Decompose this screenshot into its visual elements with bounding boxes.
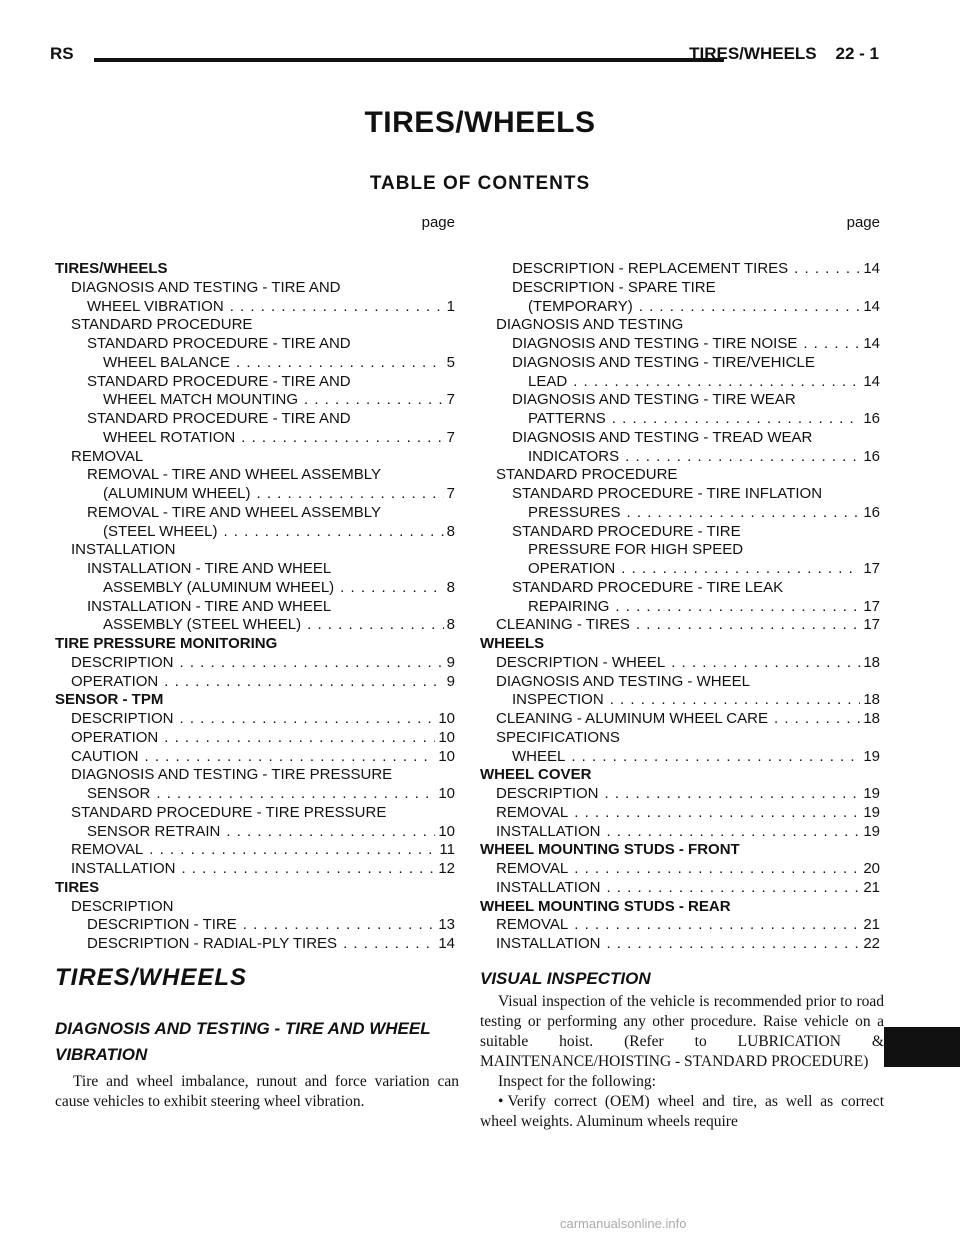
toc-entry-text: INSTALLATION (71, 541, 176, 559)
toc-page-number: 22 (863, 935, 880, 952)
toc-entry[interactable] (480, 616, 880, 635)
toc-page-number: 10 (438, 747, 455, 765)
document-title: TIRES/WHEELS (364, 106, 596, 139)
toc-leader-dots (615, 598, 860, 617)
toc-entry[interactable] (480, 298, 880, 317)
toc-leader-dots (164, 729, 435, 748)
toc-entry-text: DIAGNOSIS AND TESTING - TREAD WEAR (512, 428, 813, 446)
toc-entry-text: DESCRIPTION (496, 785, 599, 802)
toc-entry-text: STANDARD PROCEDURE (71, 316, 253, 334)
toc-entry[interactable] (55, 785, 455, 804)
toc-entry[interactable] (480, 860, 880, 879)
toc-left-list (55, 260, 455, 954)
toc-entry-text: INSTALLATION (496, 935, 601, 952)
toc-entry-text: SENSOR RETRAIN (87, 822, 221, 840)
toc-page-number: 17 (863, 560, 880, 577)
toc-entry[interactable] (55, 298, 455, 317)
toc-entry[interactable] (55, 485, 455, 504)
toc-entry-text: WHEEL MOUNTING STUDS - REAR (480, 897, 731, 915)
toc-leader-dots (605, 785, 861, 804)
toc-page-number: 18 (863, 691, 880, 709)
toc-entry-text: REMOVAL (496, 860, 569, 877)
toc-page-number: 14 (863, 297, 880, 315)
toc-entry[interactable] (480, 429, 880, 448)
toc-entry-text: DIAGNOSIS AND TESTING - TIRE PRESSURE (71, 766, 393, 784)
toc-entry[interactable] (480, 729, 880, 748)
header-rule (94, 58, 724, 62)
toc-entry[interactable] (55, 616, 455, 635)
toc-entry[interactable] (480, 804, 880, 823)
toc-page-number: 14 (863, 335, 880, 352)
toc-entry[interactable] (55, 673, 455, 692)
toc-entry-text: DIAGNOSIS AND TESTING - TIRE WEAR (512, 391, 796, 409)
toc-entry-text: WHEEL ROTATION (103, 428, 236, 446)
toc-entry-text: DESCRIPTION - RADIAL-PLY TIRES (87, 935, 338, 952)
toc-entry[interactable] (480, 898, 880, 917)
toc-entry[interactable] (55, 710, 455, 729)
toc-entry-text: INDICATORS (528, 447, 620, 465)
toc-leader-dots (241, 429, 443, 448)
toc-leader-dots (180, 710, 436, 729)
toc-leader-dots (571, 748, 860, 767)
toc-entry[interactable] (480, 410, 880, 429)
toc-entry[interactable] (55, 335, 455, 354)
toc-entry[interactable] (480, 485, 880, 504)
toc-leader-dots (606, 823, 860, 842)
toc-page-number: 12 (438, 860, 455, 877)
toc-entry[interactable] (480, 466, 880, 485)
toc-page-number: 17 (863, 597, 880, 615)
toc-entry[interactable] (480, 691, 880, 710)
toc-entry-text: SENSOR (87, 785, 151, 802)
toc-entry[interactable] (55, 898, 455, 917)
toc-entry[interactable] (55, 804, 455, 823)
toc-entry-text: REMOVAL (496, 803, 569, 821)
body-paragraph: Tire and wheel imbalance, runout and force variation can cause vehicles to exhibit steering wheel vibration. (55, 1073, 459, 1110)
toc-left-column (55, 214, 455, 954)
toc-entry-text: INSTALLATION (71, 860, 176, 877)
toc-entry[interactable] (55, 823, 455, 842)
toc-entry-text: LEAD (528, 372, 568, 390)
toc-entry[interactable] (55, 410, 455, 429)
toc-entry-text: PRESSURES (528, 503, 621, 521)
toc-entry[interactable] (55, 654, 455, 673)
toc-entry[interactable] (55, 448, 455, 467)
toc-entry[interactable] (480, 354, 880, 373)
section-tab-marker (884, 1027, 960, 1067)
toc-entry[interactable] (55, 373, 455, 392)
toc-right-list (480, 260, 880, 954)
toc-entry-text: WHEEL BALANCE (103, 353, 230, 371)
toc-entry-text: INSTALLATION (496, 878, 601, 896)
toc-page-number: 10 (438, 710, 455, 727)
toc-entry[interactable] (480, 541, 880, 560)
subsection-title: VISUAL INSPECTION (480, 969, 651, 988)
toc-entry[interactable] (480, 916, 880, 935)
toc-leader-dots (149, 841, 436, 860)
toc-entry-text: PRESSURE FOR HIGH SPEED (528, 541, 744, 559)
toc-entry-text: ASSEMBLY (ALUMINUM WHEEL) (103, 578, 335, 596)
toc-page-number: 16 (863, 410, 880, 427)
toc-page-number: 5 (446, 353, 455, 371)
toc-entry[interactable] (480, 673, 880, 692)
toc-entry[interactable] (55, 635, 455, 654)
toc-entry-text: STANDARD PROCEDURE - TIRE INFLATION (512, 485, 823, 502)
toc-page-number: 1 (446, 297, 455, 315)
toc-entry-text: TIRE PRESSURE MONITORING (55, 635, 278, 652)
toc-title: TABLE OF CONTENTS (369, 173, 591, 194)
toc-entry[interactable] (480, 316, 880, 335)
toc-entry-text: STANDARD PROCEDURE (496, 466, 678, 484)
toc-entry[interactable] (480, 335, 880, 354)
toc-page-number: 14 (438, 935, 455, 952)
toc-entry-text: DIAGNOSIS AND TESTING - TIRE AND (71, 278, 341, 296)
toc-leader-dots (257, 485, 444, 504)
toc-leader-dots (145, 748, 436, 767)
toc-entry[interactable] (55, 766, 455, 785)
toc-entry-text: STANDARD PROCEDURE - TIRE (512, 522, 741, 540)
toc-leader-dots (243, 916, 436, 935)
toc-page-number: 13 (438, 916, 455, 934)
toc-leader-dots (794, 260, 860, 279)
toc-entry-text: DESCRIPTION - REPLACEMENT TIRES (512, 260, 789, 277)
toc-page-number: 7 (446, 428, 455, 446)
toc-entry[interactable] (55, 598, 455, 617)
toc-page-number: 7 (446, 485, 455, 502)
toc-leader-dots (156, 785, 435, 804)
toc-entry-text: OPERATION (71, 728, 159, 746)
toc-entry[interactable] (55, 860, 455, 879)
toc-right-column (480, 214, 880, 954)
toc-entry[interactable] (480, 560, 880, 579)
toc-page-number: 8 (446, 578, 455, 596)
toc-entry-text: INSTALLATION - TIRE AND WHEEL (87, 560, 332, 577)
toc-entry-text: STANDARD PROCEDURE - TIRE AND (87, 410, 351, 427)
toc-entry[interactable] (480, 373, 880, 392)
toc-entry-text: REMOVAL (71, 841, 144, 859)
toc-entry[interactable] (480, 448, 880, 467)
toc-entry[interactable] (480, 785, 880, 804)
toc-entry[interactable] (480, 710, 880, 729)
toc-page-number: 16 (863, 447, 880, 465)
toc-entry[interactable] (480, 260, 880, 279)
header-section-code: RS (50, 44, 74, 63)
toc-entry-text: STANDARD PROCEDURE - TIRE LEAK (512, 578, 784, 596)
toc-leader-dots (230, 298, 444, 317)
toc-entry-text: WHEEL (512, 747, 566, 765)
toc-page-number: 14 (863, 260, 880, 277)
body-right-column (480, 966, 884, 1132)
toc-page-number: 10 (438, 822, 455, 840)
toc-leader-dots (340, 579, 444, 598)
toc-entry[interactable] (55, 916, 455, 935)
toc-page-number: 21 (863, 878, 880, 896)
toc-leader-dots (606, 935, 860, 954)
toc-entry-text: PATTERNS (528, 410, 606, 427)
toc-entry[interactable] (480, 748, 880, 767)
toc-entry[interactable] (55, 260, 455, 279)
toc-entry-text: OPERATION (528, 560, 616, 577)
toc-entry-text: REPAIRING (528, 597, 610, 615)
toc-leader-dots (610, 691, 861, 710)
toc-entry[interactable] (55, 391, 455, 410)
toc-entry-text: (TEMPORARY) (528, 297, 633, 315)
toc-leader-dots (636, 616, 860, 635)
subsection-title: DIAGNOSIS AND TESTING - TIRE AND WHEEL VIBRATION (55, 1019, 431, 1064)
toc-entry-text: WHEEL COVER (480, 766, 592, 784)
toc-entry[interactable] (55, 691, 455, 710)
toc-page-number: 21 (863, 916, 880, 934)
toc-page-number: 20 (863, 860, 880, 877)
toc-entry-text: DESCRIPTION (71, 710, 174, 727)
toc-page-number: 19 (863, 785, 880, 802)
section-title: TIRES/WHEELS (55, 964, 248, 991)
body-paragraph: Inspect for the following: (498, 1073, 656, 1090)
toc-entry[interactable] (55, 560, 455, 579)
toc-entry[interactable] (55, 841, 455, 860)
toc-entry[interactable] (55, 523, 455, 542)
toc-leader-dots (236, 354, 444, 373)
toc-page-number: 18 (863, 710, 880, 727)
toc-page-number: 19 (863, 747, 880, 765)
toc-entry[interactable] (55, 466, 455, 485)
toc-leader-dots (226, 823, 435, 842)
toc-leader-dots (180, 654, 444, 673)
toc-entry[interactable] (55, 879, 455, 898)
toc-entry-text: WHEEL VIBRATION (87, 297, 224, 315)
toc-page-number: 8 (446, 522, 455, 540)
toc-page-number: 19 (863, 803, 880, 821)
toc-leader-dots (639, 298, 861, 317)
header-chapter-page: TIRES/WHEELS 22 - 1 (689, 44, 879, 63)
toc-entry-text: INSTALLATION - TIRE AND WHEEL (87, 597, 332, 615)
bullet-item: • Verify correct (OEM) wheel and tire, as well as correct wheel weights. Aluminum wheels require (480, 1092, 884, 1132)
toc-entry-text: DIAGNOSIS AND TESTING (496, 316, 684, 334)
toc-entry-text: DESCRIPTION - WHEEL (496, 653, 666, 671)
toc-entry-text: TIRES/WHEELS (55, 260, 168, 277)
toc-page-number: 16 (863, 503, 880, 521)
toc-leader-dots (625, 448, 860, 467)
toc-entry[interactable] (480, 879, 880, 898)
toc-leader-dots (573, 373, 860, 392)
toc-entry-text: CLEANING - ALUMINUM WHEEL CARE (496, 710, 768, 727)
toc-entry-text: INSTALLATION (496, 822, 601, 840)
toc-entry[interactable] (480, 391, 880, 410)
toc-entry[interactable] (55, 935, 455, 954)
toc-entry-text: DESCRIPTION (71, 653, 174, 671)
toc-entry-text: REMOVAL (71, 447, 144, 465)
toc-entry[interactable] (480, 654, 880, 673)
toc-leader-dots (343, 935, 435, 954)
toc-entry[interactable] (480, 279, 880, 298)
toc-entry[interactable] (480, 579, 880, 598)
toc-entry-text: WHEELS (480, 635, 545, 652)
toc-page-number: 14 (863, 372, 880, 390)
toc-entry[interactable] (55, 429, 455, 448)
toc-page-label: page (846, 214, 880, 231)
toc-entry[interactable] (55, 579, 455, 598)
toc-entry-text: DESCRIPTION - TIRE (87, 916, 237, 934)
toc-entry-text: WHEEL MOUNTING STUDS - FRONT (480, 841, 740, 859)
toc-entry[interactable] (480, 523, 880, 542)
toc-entry[interactable] (55, 729, 455, 748)
toc-page-number: 19 (863, 822, 880, 840)
toc-entry[interactable] (55, 541, 455, 560)
toc-entry-text: DIAGNOSIS AND TESTING - TIRE NOISE (512, 335, 798, 352)
toc-leader-dots (574, 804, 860, 823)
toc-entry-text: STANDARD PROCEDURE - TIRE AND (87, 335, 351, 352)
watermark: carmanualsonline.info (560, 1216, 687, 1231)
toc-entry-text: OPERATION (71, 672, 159, 690)
body-paragraph: Visual inspection of the vehicle is recommended prior to road testing or performing any other procedure. Raise vehicle on a suitable hoist. (Refer to LUBRICATION & MAINTENANCE/HOISTING - STANDARD PROCEDURE) (480, 993, 884, 1070)
toc-page-number: 9 (446, 672, 455, 690)
toc-entry-text: REMOVAL (496, 916, 569, 934)
toc-entry-text: DESCRIPTION - SPARE TIRE (512, 278, 716, 296)
toc-entry-text: DESCRIPTION (71, 897, 174, 915)
toc-leader-dots (671, 654, 860, 673)
toc-leader-dots (621, 560, 860, 579)
toc-leader-dots (304, 391, 444, 410)
page-header (50, 44, 879, 66)
toc-page-label: page (421, 214, 455, 231)
toc-page-number: 10 (438, 785, 455, 802)
toc-entry-text: DIAGNOSIS AND TESTING - WHEEL (496, 672, 750, 690)
toc-entry-text: TIRES (55, 878, 100, 896)
toc-entry-text: (ALUMINUM WHEEL) (103, 485, 251, 502)
toc-leader-dots (803, 335, 860, 354)
toc-entry[interactable] (55, 354, 455, 373)
toc-leader-dots (574, 860, 860, 879)
toc-entry[interactable] (55, 748, 455, 767)
body-left-column (55, 964, 459, 1112)
toc-entry-text: INSPECTION (512, 691, 604, 709)
toc-entry[interactable] (480, 841, 880, 860)
toc-page-number: 7 (446, 391, 455, 409)
toc-leader-dots (223, 523, 443, 542)
toc-entry[interactable] (480, 766, 880, 785)
toc-entry-text: SENSOR - TPM (55, 691, 164, 709)
toc-entry[interactable] (480, 635, 880, 654)
toc-page-number: 8 (446, 616, 455, 634)
toc-leader-dots (164, 673, 443, 692)
toc-entry-text: CAUTION (71, 747, 139, 765)
toc-leader-dots (574, 916, 860, 935)
toc-leader-dots (181, 860, 435, 879)
toc-entry[interactable] (55, 279, 455, 298)
toc-entry-text: ASSEMBLY (STEEL WHEEL) (103, 616, 302, 634)
toc-leader-dots (627, 504, 861, 523)
toc-page-number: 10 (438, 728, 455, 746)
toc-entry[interactable] (480, 823, 880, 842)
toc-entry-text: STANDARD PROCEDURE - TIRE PRESSURE (71, 803, 387, 821)
toc-entry[interactable] (480, 504, 880, 523)
toc-leader-dots (774, 710, 860, 729)
toc-entry[interactable] (55, 504, 455, 523)
toc-page-number: 17 (863, 616, 880, 634)
toc-entry-text: (STEEL WHEEL) (103, 522, 218, 540)
toc-leader-dots (307, 616, 444, 635)
toc-page-number: 18 (863, 653, 880, 671)
toc-entry-text: DIAGNOSIS AND TESTING - TIRE/VEHICLE (512, 353, 815, 371)
toc-entry-text: WHEEL MATCH MOUNTING (103, 391, 298, 409)
toc-entry-text: REMOVAL - TIRE AND WHEEL ASSEMBLY (87, 466, 381, 484)
toc-entry-text: STANDARD PROCEDURE - TIRE AND (87, 372, 351, 390)
toc-entry[interactable] (480, 935, 880, 954)
toc-page-number: 9 (446, 653, 455, 671)
toc-entry[interactable] (480, 598, 880, 617)
toc-entry-text: CLEANING - TIRES (496, 616, 630, 634)
toc-leader-dots (606, 879, 860, 898)
toc-leader-dots (612, 410, 861, 429)
toc-entry-text: SPECIFICATIONS (496, 728, 620, 746)
toc-entry[interactable] (55, 316, 455, 335)
toc-entry-text: REMOVAL - TIRE AND WHEEL ASSEMBLY (87, 503, 381, 521)
toc-page-number: 11 (439, 841, 455, 859)
